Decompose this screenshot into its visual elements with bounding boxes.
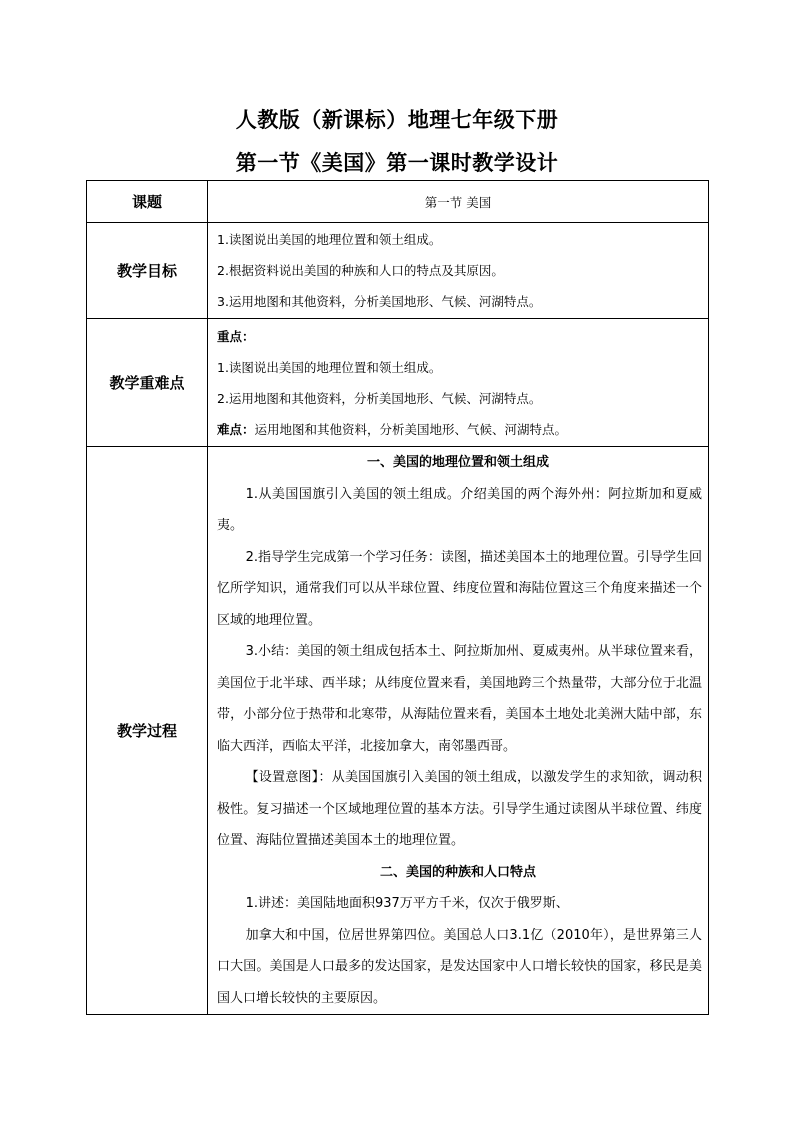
- topic-row: [87, 181, 709, 223]
- document-title: 人教版（新课标）地理七年级下册: [235, 108, 559, 132]
- difficult-label: 难点：: [217, 421, 255, 437]
- lesson-plan-table: [86, 180, 709, 1015]
- topic-label: 课题: [87, 181, 208, 223]
- goal-item: 1.读图说出美国的地理位置和领土组成。: [217, 232, 442, 247]
- key-heading: 重点：: [217, 328, 255, 344]
- key-points-content: [208, 319, 709, 447]
- key-item: 2.运用地图和其他资料，分析美国地形、气候、河湖特点。: [217, 390, 542, 406]
- process-content: [208, 447, 709, 1015]
- section-heading: 二、美国的种族和人口特点: [379, 864, 536, 880]
- paragraph: 2.指导学生完成第一个学习任务：读图，描述美国本土的地理位置。引导学生回忆所学知识，通常我们可以从半球位置、纬度位置和海陆位置这三个角度来描述一个区域的地理位置。: [217, 549, 702, 628]
- document-subtitle: 第一节《美国》第一课时教学设计: [235, 151, 559, 175]
- goals-row: [87, 223, 709, 319]
- paragraph: 1.从美国国旗引入美国的领土组成。介绍美国的两个海外州：阿拉斯加和夏威夷。: [217, 486, 702, 533]
- section-heading: 一、美国的地理位置和领土组成: [366, 455, 549, 470]
- goals-content: [208, 223, 709, 319]
- topic-value: 第一节 美国: [208, 181, 709, 223]
- key-points-row: [87, 319, 709, 447]
- process-label: 教学过程: [87, 447, 208, 1015]
- difficult-text: 运用地图和其他资料，分析美国地形、气候、河湖特点。: [254, 421, 568, 437]
- goal-item: 2.根据资料说出美国的种族和人口的特点及其原因。: [217, 263, 504, 278]
- difficult-point: [208, 414, 708, 445]
- paragraph: 【设置意图】：从美国国旗引入美国的领土组成，以激发学生的求知欲，调动积极性。复习描述一个区域地理位置的基本方法。引导学生通过读图从半球位置、纬度位置、海陆位置描述美国本土的地理位置。: [217, 770, 702, 848]
- key-points-label: 教学重难点: [87, 319, 208, 447]
- key-item: 1.读图说出美国的地理位置和领土组成。: [217, 359, 442, 375]
- process-row: [87, 447, 709, 1015]
- paragraph: 3.小结：美国的领土组成包括本土、阿拉斯加州、夏威夷州。从半球位置来看，美国位于北半球、西半球；从纬度位置来看，美国地跨三个热量带，大部分位于北温带，小部分位于热带和北寒带，从海陆位置来看，美国本土地处北美洲大陆中部，东临大西洋，西临太平洋，北接加拿大，南邻墨西哥。: [217, 644, 702, 754]
- paragraph: 1.讲述：美国陆地面积937万平方千米，仅次于俄罗斯、: [245, 896, 569, 911]
- goals-label: 教学目标: [87, 223, 208, 319]
- paragraph: 加拿大和中国，位居世界第四位。美国总人口3.1亿（2010年），是世界第三人口大国。美国是人口最多的发达国家，是发达国家中人口增长较快的国家，移民是美国人口增长较快的主要原因。: [217, 927, 702, 1006]
- goal-item: 3.运用地图和其他资料，分析美国地形、气候、河湖特点。: [217, 294, 542, 309]
